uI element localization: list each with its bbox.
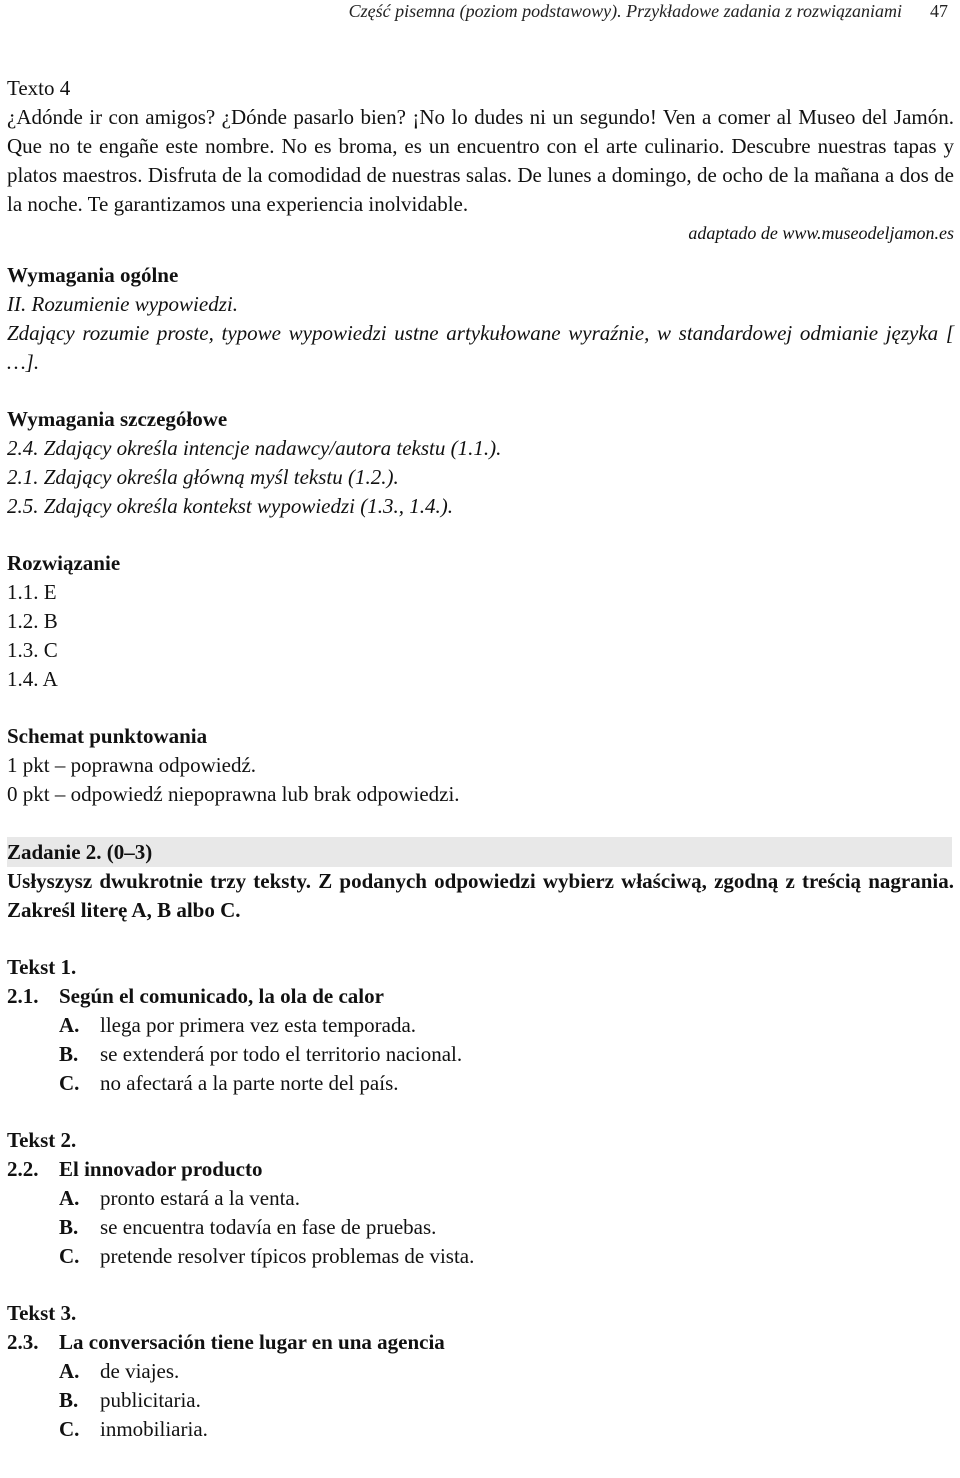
solution-item: 1.4. A	[7, 667, 58, 691]
texto-4-section	[7, 74, 954, 247]
general-requirements-title: Wymagania ogólne	[7, 263, 179, 287]
tekst-title: Tekst 3.	[7, 1301, 77, 1325]
tekst-1-section	[7, 953, 954, 1098]
tekst-title: Tekst 1.	[7, 955, 77, 979]
option-text: se encuentra todavía en fase de pruebas.	[100, 1215, 437, 1239]
solution-section	[7, 549, 954, 694]
solution-title: Rozwiązanie	[7, 551, 121, 575]
solution-item: 1.2. B	[7, 609, 58, 633]
option-text: se extenderá por todo el territorio nacional.	[100, 1042, 463, 1066]
option-letter: A.	[59, 1359, 80, 1383]
option-text: no afectará a la parte norte del país.	[100, 1071, 399, 1095]
option-letter: C.	[59, 1244, 80, 1268]
detailed-requirement-item: 2.5. Zdający określa kontekst wypowiedzi (1.3., 1.4.).	[7, 494, 453, 518]
option-letter: A.	[59, 1186, 80, 1210]
running-title: Część pisemna (poziom podstawowy). Przykładowe zadania z rozwiązaniami	[348, 1, 902, 21]
answer-option[interactable]	[7, 1069, 954, 1098]
solution-item: 1.1. E	[7, 580, 57, 604]
scoring-item: 0 pkt – odpowiedź niepoprawna lub brak odpowiedzi.	[7, 782, 460, 806]
option-letter: B.	[59, 1388, 79, 1412]
texto-4-body: ¿Adónde ir con amigos? ¿Dónde pasarlo bien? ¡No lo dudes ni un segundo! Ven a comer al Museo del Jamón. Que no te engañe este nombre. No es broma, es un encuentro con el arte culinario. Descubre nuestras tapas y platos maestros. Disfruta de la comodidad de nuestras salas. De lunes a domingo, de ocho de la mañana a dos de la noche. Te garantizamos una experiencia inolvidable.	[7, 105, 954, 216]
option-letter: B.	[59, 1215, 79, 1239]
task-label: Zadanie 2.	[7, 840, 102, 864]
detailed-requirement-item: 2.1. Zdający określa główną myśl tekstu (1.2.).	[7, 465, 399, 489]
option-letter: A.	[59, 1013, 80, 1037]
scoring-title: Schemat punktowania	[7, 724, 208, 748]
option-text: de viajes.	[100, 1359, 180, 1383]
answer-option[interactable]	[7, 1415, 954, 1444]
texto-4-source: adaptado de www.museodeljamon.es	[688, 223, 954, 243]
tekst-3-section	[7, 1299, 954, 1444]
page-number: 47	[930, 1, 948, 21]
detailed-requirements-title: Wymagania szczegółowe	[7, 407, 228, 431]
task-points: (0–3)	[106, 840, 153, 864]
texto-4-title: Texto 4	[7, 76, 71, 100]
task-2-section	[7, 837, 954, 925]
running-header	[7, 0, 954, 26]
question-number: 2.1.	[7, 984, 39, 1008]
question-text: El innovador producto	[59, 1157, 263, 1181]
option-letter: C.	[59, 1071, 80, 1095]
option-text: llega por primera vez esta temporada.	[100, 1013, 417, 1037]
question-text: Según el comunicado, la ola de calor	[59, 984, 384, 1008]
question-number: 2.3.	[7, 1330, 39, 1354]
tekst-title: Tekst 2.	[7, 1128, 77, 1152]
scoring-item: 1 pkt – poprawna odpowiedź.	[7, 753, 257, 777]
question-text: La conversación tiene lugar en una agencia	[59, 1330, 445, 1354]
question-number: 2.2.	[7, 1157, 39, 1181]
question-2-1	[7, 982, 954, 1011]
answer-option[interactable]	[7, 1357, 954, 1386]
option-text: inmobiliaria.	[100, 1417, 208, 1441]
answer-option[interactable]	[7, 1011, 954, 1040]
general-requirements-line-1: II. Rozumienie wypowiedzi.	[7, 292, 238, 316]
general-requirements-line-2: Zdający rozumie proste, typowe wypowiedzi ustne artykułowane wyraźnie, w standardowej odmianie języka [ …].	[7, 321, 954, 374]
option-text: pretende resolver típicos problemas de vista.	[100, 1244, 475, 1268]
question-2-3	[7, 1328, 954, 1357]
general-requirements-section	[7, 261, 954, 377]
answer-option[interactable]	[7, 1386, 954, 1415]
answer-option[interactable]	[7, 1213, 954, 1242]
scoring-section	[7, 722, 954, 809]
detailed-requirement-item: 2.4. Zdający określa intencje nadawcy/autora tekstu (1.1.).	[7, 436, 502, 460]
tekst-2-section	[7, 1126, 954, 1271]
option-text: pronto estará a la venta.	[100, 1186, 300, 1210]
option-letter: C.	[59, 1417, 80, 1441]
option-letter: B.	[59, 1042, 79, 1066]
answer-option[interactable]	[7, 1242, 954, 1271]
solution-item: 1.3. C	[7, 638, 58, 662]
answer-option[interactable]	[7, 1040, 954, 1069]
task-instruction: Usłyszysz dwukrotnie trzy teksty. Z podanych odpowiedzi wybierz właściwą, zgodną z treścią nagrania. Zakreśl literę A, B albo C.	[7, 869, 954, 922]
option-text: publicitaria.	[100, 1388, 201, 1412]
task-header-bar	[7, 837, 952, 867]
question-2-2	[7, 1155, 954, 1184]
detailed-requirements-section	[7, 405, 954, 521]
answer-option[interactable]	[7, 1184, 954, 1213]
